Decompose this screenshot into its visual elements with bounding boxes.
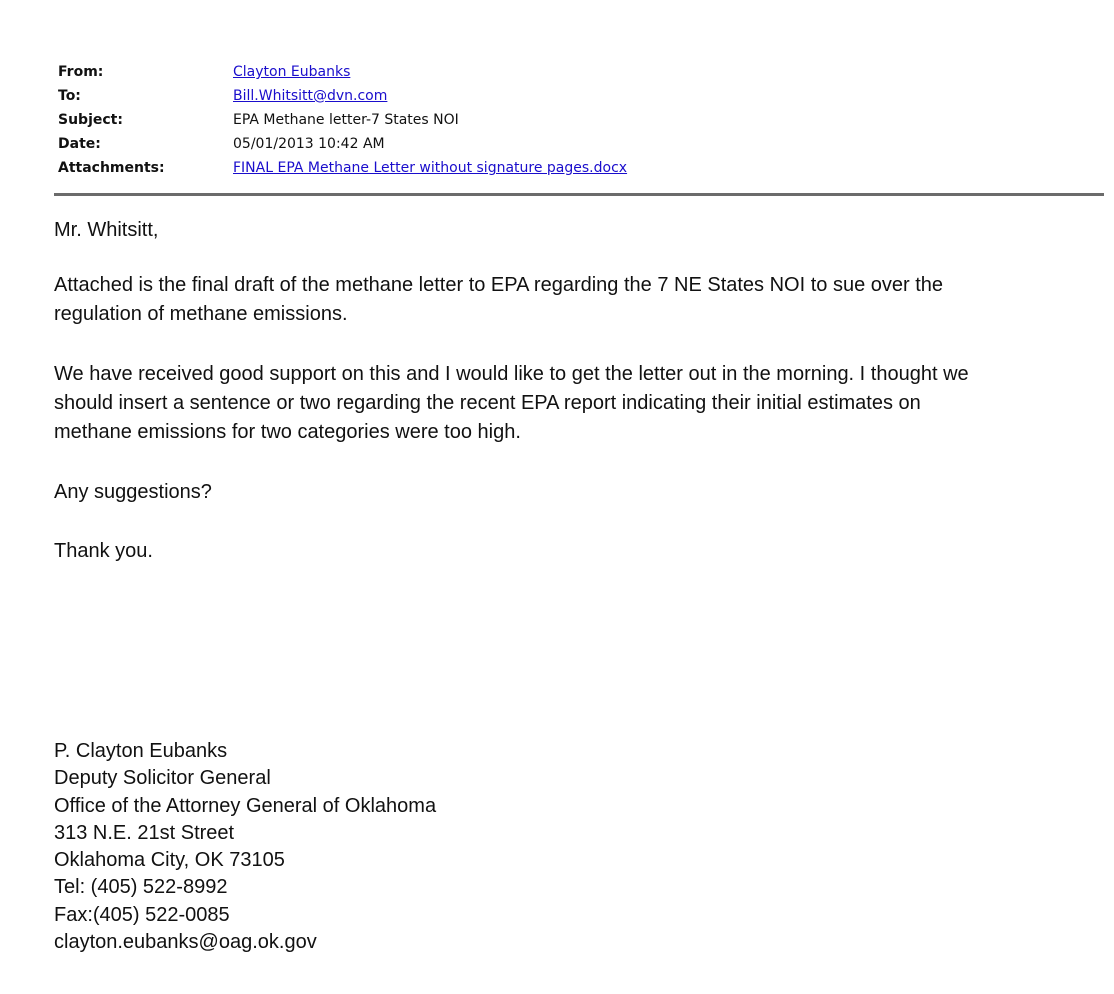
signature-city: Oklahoma City, OK 73105 [54, 849, 285, 872]
signature-block [54, 738, 436, 956]
paragraph-line: Attached is the final draft of the methane letter to EPA regarding the 7 NE States NOI to sue over the [54, 274, 944, 296]
signature-street: 313 N.E. 21st Street [54, 821, 235, 844]
to-email-link[interactable]: Bill.Whitsitt@dvn.com [233, 88, 388, 104]
paragraph-line: should insert a sentence or two regarding the recent EPA report indicating their initial estimates on [54, 392, 921, 414]
signature-email: clayton.eubanks@oag.ok.gov [54, 931, 317, 954]
paragraph-line: methane emissions for two categories were too high. [54, 421, 521, 443]
from-label: From: [58, 64, 104, 80]
from-link[interactable]: Clayton Eubanks [233, 64, 351, 80]
date-value: 05/01/2013 10:42 AM [233, 136, 385, 152]
subject-label: Subject: [58, 112, 123, 128]
date-label: Date: [58, 136, 101, 152]
subject-value: EPA Methane letter-7 States NOI [233, 112, 459, 128]
closing: Thank you. [54, 540, 153, 562]
attachments-label: Attachments: [58, 160, 165, 176]
signature-office: Office of the Attorney General of Oklahoma [54, 794, 437, 817]
signature-fax: Fax:(405) 522-0085 [54, 903, 230, 926]
signature-name: P. Clayton Eubanks [54, 740, 228, 762]
signature-title: Deputy Solicitor General [54, 767, 271, 790]
paragraph-line: regulation of methane emissions. [54, 303, 348, 325]
signature-tel: Tel: (405) 522-8992 [54, 876, 228, 899]
greeting: Mr. Whitsitt, [54, 219, 159, 241]
attachment-link[interactable]: FINAL EPA Methane Letter without signature pages.docx [233, 160, 628, 176]
header-divider [54, 193, 1104, 196]
to-label: To: [58, 88, 81, 104]
paragraph-attachment [54, 271, 1104, 329]
question: Any suggestions? [54, 481, 212, 503]
paragraph-line: We have received good support on this and I would like to get the letter out in the morning. I thought we [54, 363, 969, 385]
paragraph-request [54, 360, 1104, 447]
